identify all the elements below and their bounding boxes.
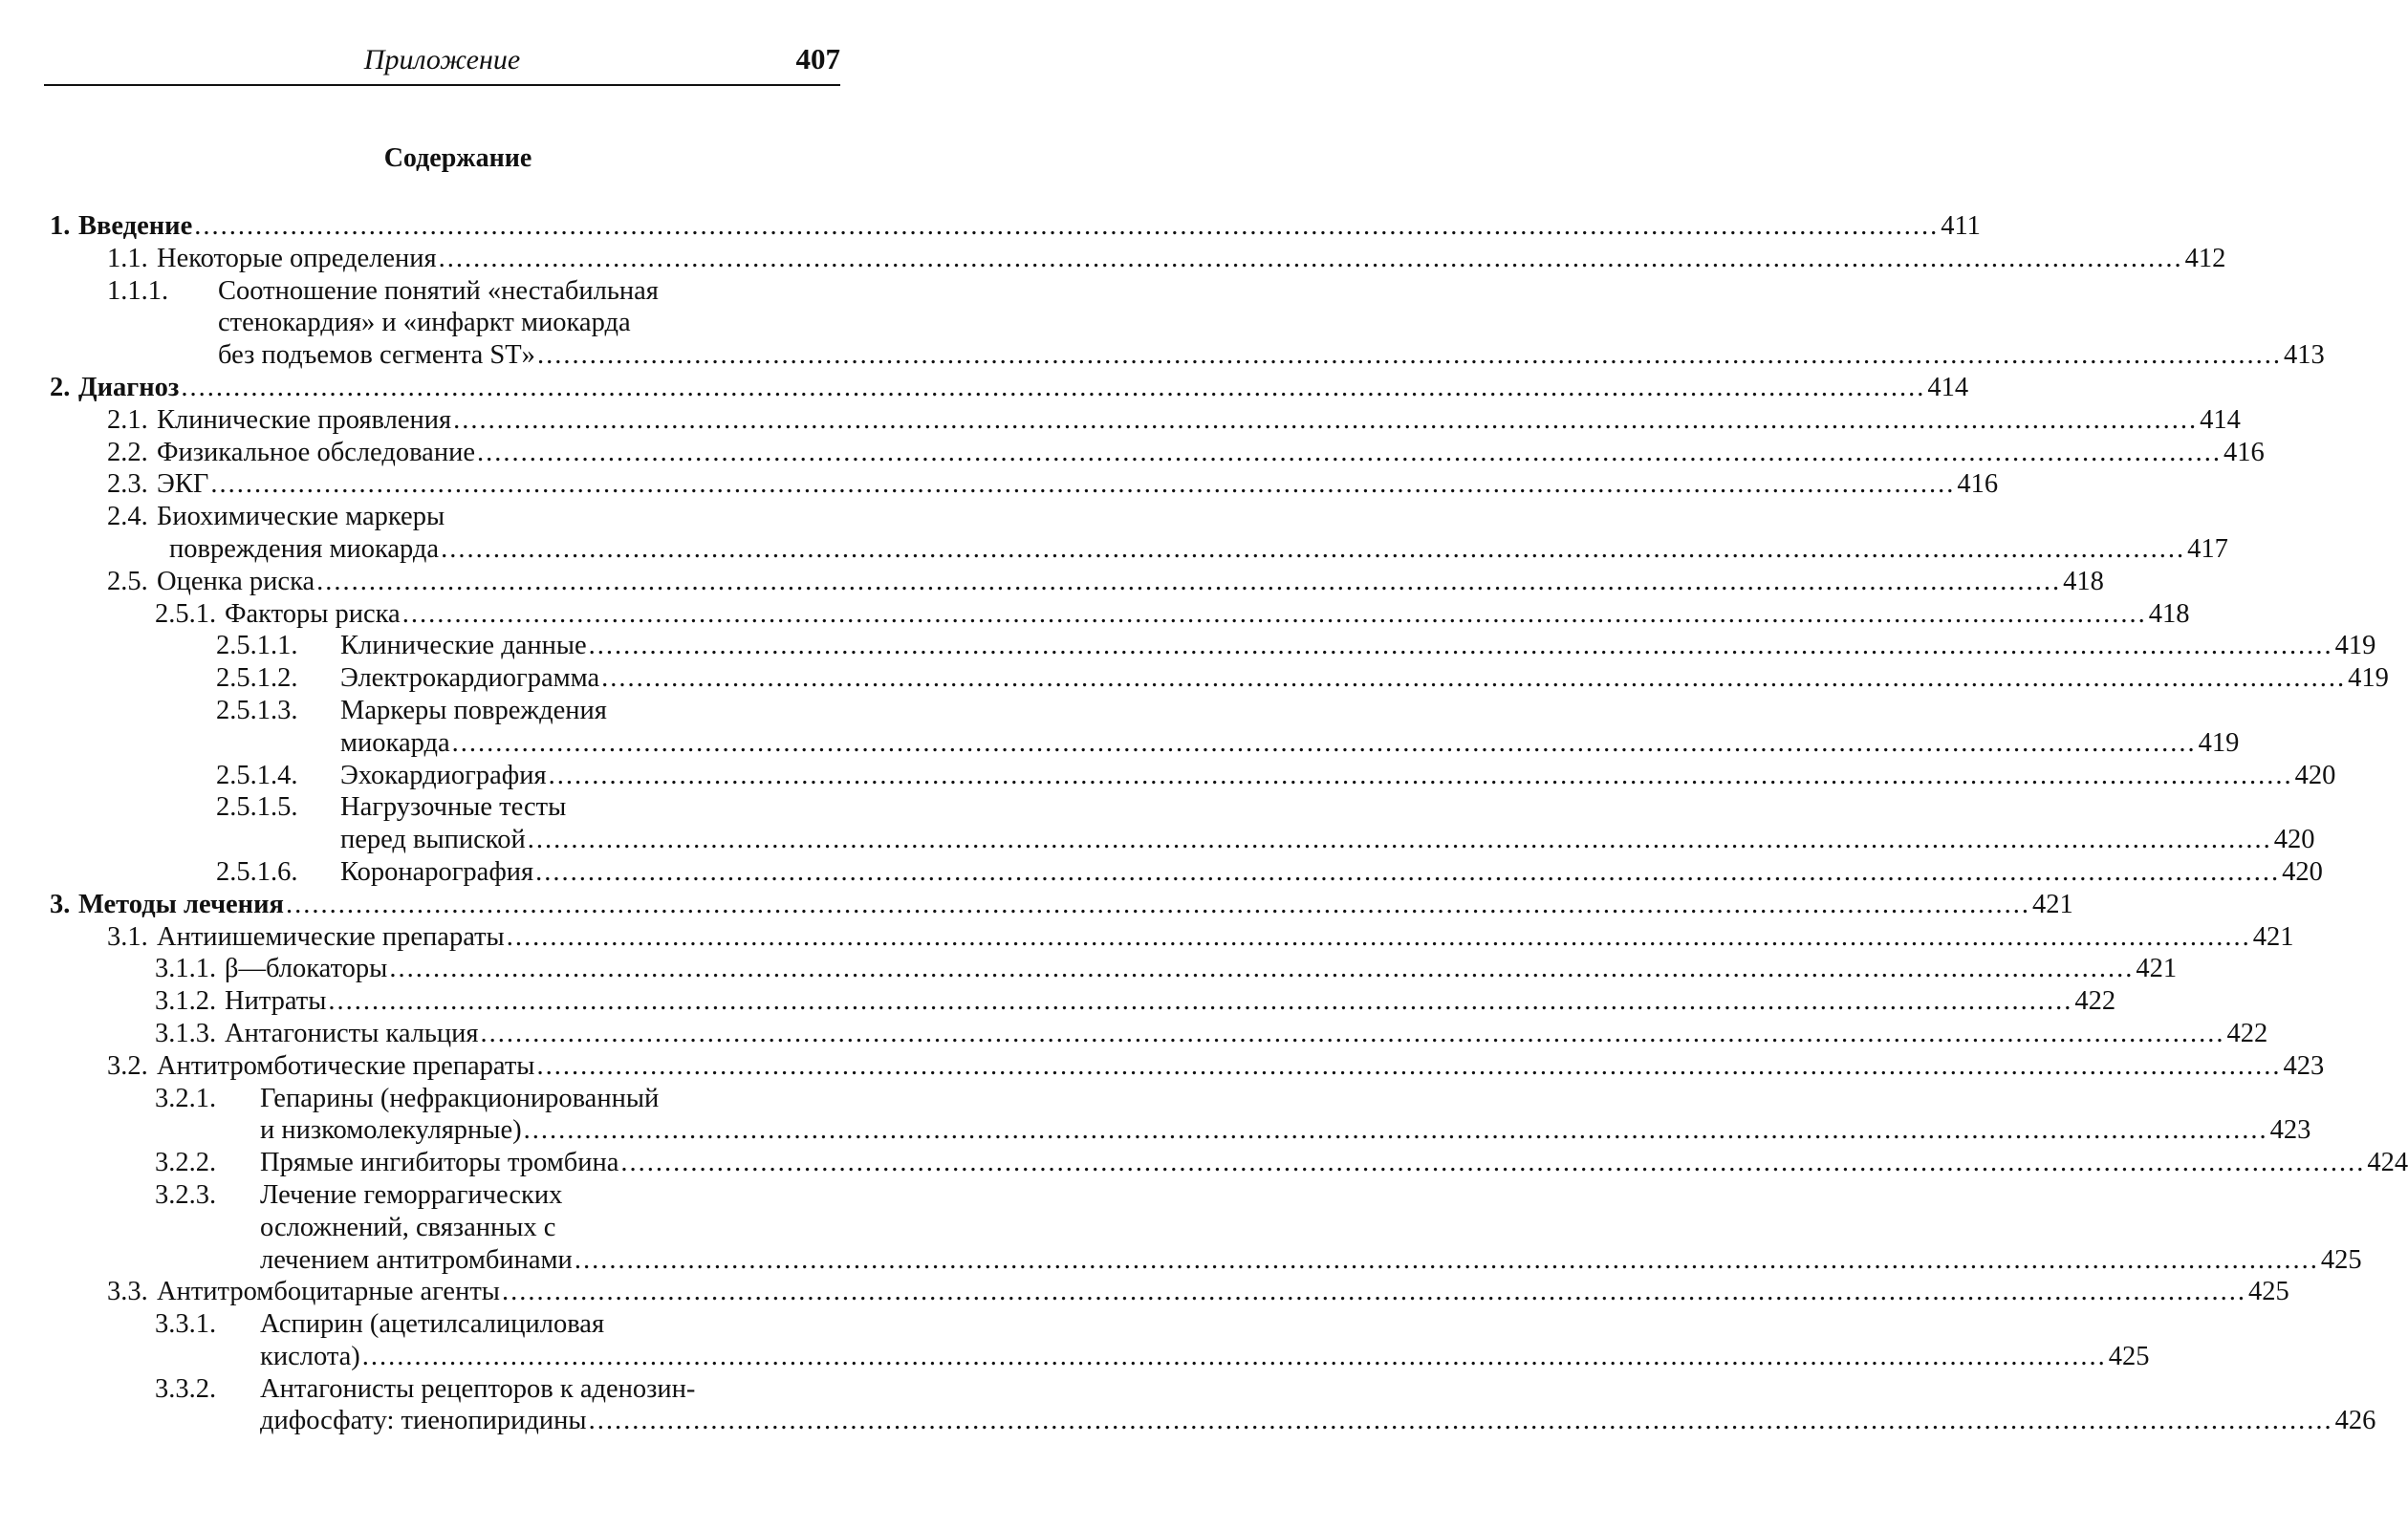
toc-entry	[0, 1373, 916, 1406]
toc-entry-title: Биохимические маркеры	[157, 502, 445, 532]
toc-entry	[0, 1276, 2289, 1308]
toc-entry	[0, 1083, 916, 1115]
toc-entry	[0, 437, 2265, 469]
toc-entry-number: 2.2.	[107, 437, 148, 467]
dot-leader: ........................................................................................................................................................................................................	[438, 243, 2183, 273]
toc-entry-number: 2.5.1.6.	[216, 856, 298, 887]
toc-entry-page: 423	[2269, 1115, 2311, 1146]
toc-entry	[0, 372, 1969, 404]
toc-entry-title: Физикальное обследование	[157, 437, 475, 467]
toc-entry	[0, 1114, 2311, 1147]
toc-entry-title: ЭКГ	[157, 469, 209, 500]
toc-entry	[0, 1050, 2325, 1083]
dot-leader: ........................................................................................................................................................................................................	[328, 986, 2073, 1017]
toc-entry	[0, 856, 2323, 889]
toc-entry-number: 2.5.1.4.	[216, 760, 298, 790]
dot-leader: ........................................................................................................................................................................................................	[194, 211, 1940, 241]
dot-leader: ........................................................................................................................................................................................................	[476, 437, 2222, 467]
toc-entry-title: дифосфату: тиенопиридины	[260, 1406, 587, 1436]
toc-entry-page: 423	[2283, 1050, 2325, 1081]
toc-entry-number: 3.1.	[107, 921, 148, 952]
toc-entry-title: Антитромботические препараты	[157, 1050, 535, 1081]
toc-entry-number: 3.2.2.	[155, 1148, 217, 1178]
toc-entry-number: 1.1.	[107, 243, 148, 273]
dot-leader: ........................................................................................................................................................................................................	[601, 663, 2347, 694]
toc-entry-title: без подъемов сегмента ST»	[218, 340, 535, 371]
toc-entry-number: 3.	[50, 889, 71, 919]
toc-entry-number: 2.5.1.3.	[216, 695, 298, 725]
toc-entry-page: 421	[2252, 921, 2294, 952]
dot-leader: ........................................................................................................................................................................................................	[181, 372, 1926, 402]
dot-leader: ........................................................................................................................................................................................................	[389, 954, 2135, 984]
toc-entry	[0, 727, 2240, 760]
toc-entry-number: 3.1.1.	[155, 954, 217, 984]
toc-entry-title: Антагонисты кальция	[225, 1018, 479, 1048]
toc-entry-title: Гепарины (нефракционированный	[260, 1083, 660, 1113]
toc-entry-number: 2.5.	[107, 566, 148, 596]
toc-entry-number: 1.1.1.	[107, 275, 169, 306]
toc-entry	[0, 1179, 916, 1212]
toc-entry-title: Прямые ингибиторы тромбина	[260, 1148, 619, 1178]
toc-entry	[0, 630, 2376, 662]
toc-entry-page: 418	[2148, 598, 2190, 629]
toc-entry-title: повреждения миокарда	[169, 533, 440, 564]
toc-entry	[0, 695, 916, 727]
dot-leader: ........................................................................................................................................................................................................	[535, 856, 2281, 887]
dot-leader: ........................................................................................................................................................................................................	[523, 1115, 2268, 1146]
toc-entry-title: Клинические данные	[340, 631, 587, 661]
toc-entry-number: 2.3.	[107, 469, 148, 500]
toc-entry-number: 2.5.1.2.	[216, 663, 298, 694]
toc-entry-number: 3.2.3.	[155, 1179, 217, 1210]
dot-leader: ........................................................................................................................................................................................................	[451, 727, 2197, 758]
toc-entry-page: 421	[2136, 954, 2178, 984]
toc-entry	[0, 533, 2228, 566]
dot-leader: ........................................................................................................................................................................................................	[441, 533, 2186, 564]
dot-leader: ........................................................................................................................................................................................................	[588, 1406, 2333, 1436]
toc-entry	[0, 953, 2178, 985]
toc-entry	[0, 1405, 2376, 1437]
toc-entry-title: Нитраты	[225, 986, 327, 1017]
toc-entry-title: миокарда	[340, 727, 450, 758]
toc-entry	[0, 243, 2226, 275]
toc-entry-number: 2.5.1.5.	[216, 792, 298, 823]
toc-entry-page: 419	[2198, 727, 2240, 758]
toc-entry	[0, 1212, 916, 1244]
toc-entry-page: 420	[2294, 760, 2336, 790]
toc-entry-title: Антитромбоцитарные агенты	[157, 1277, 500, 1307]
toc-entry-title: Оценка риска	[157, 566, 315, 596]
toc-entry-page: 425	[2108, 1341, 2150, 1371]
toc-entry-title: Коронарография	[340, 856, 534, 887]
toc-entry-number: 2.	[50, 372, 71, 402]
toc-entry-number: 3.1.3.	[155, 1018, 217, 1048]
toc-entry-title: осложнений, связанных с	[260, 1212, 556, 1242]
dot-leader: ........................................................................................................................................................................................................	[361, 1341, 2107, 1371]
toc-entry	[0, 468, 1999, 501]
running-head-title: Приложение	[363, 44, 521, 75]
toc-entry-number: 2.4.	[107, 502, 148, 532]
toc-entry-page: 417	[2187, 533, 2228, 564]
toc-entry	[0, 824, 2315, 856]
dot-leader: ........................................................................................................................................................................................................	[285, 889, 2030, 919]
toc-entry	[0, 1308, 916, 1341]
toc-entry-page: 414	[1927, 372, 1969, 402]
toc-entry-title: Соотношение понятий «нестабильная	[218, 275, 659, 306]
toc-entry-title: перед выпиской	[340, 825, 526, 855]
toc-entry-title: кислота)	[260, 1341, 360, 1371]
toc-entry-number: 3.3.2.	[155, 1373, 217, 1404]
toc-entry-title: стенокардия» и «инфаркт миокарда	[218, 308, 631, 338]
toc-entry	[0, 210, 1981, 243]
toc-entry	[0, 1341, 2150, 1373]
toc-entry-title: Нагрузочные тесты	[340, 792, 567, 823]
toc-entry-page: 416	[2223, 437, 2265, 467]
toc-entry	[0, 275, 916, 308]
dot-leader: ........................................................................................................................................................................................................	[620, 1148, 2366, 1178]
toc-entry-title: Методы лечения	[78, 889, 284, 919]
toc-entry-title: β—блокаторы	[225, 954, 388, 984]
toc-entry	[0, 598, 2190, 631]
toc-entry-page: 422	[2074, 986, 2116, 1017]
toc-entry-page: 414	[2200, 404, 2241, 435]
toc-entry	[0, 404, 2241, 437]
toc-entry-title: Эхокардиография	[340, 760, 547, 790]
toc-entry-page: 418	[2063, 566, 2104, 596]
toc-entry-title: Введение	[78, 211, 193, 241]
toc-entry-title: и низкомолекулярные)	[260, 1115, 522, 1146]
toc-entry-page: 422	[2226, 1018, 2268, 1048]
toc-entry-page: 411	[1941, 211, 1981, 241]
dot-leader: ........................................................................................................................................................................................................	[574, 1244, 2319, 1275]
toc-entry-page: 424	[2367, 1148, 2408, 1178]
toc-entry-number: 2.1.	[107, 404, 148, 435]
table-of-contents	[0, 210, 2408, 1437]
toc-entry-title: Лечение геморрагических	[260, 1179, 563, 1210]
dot-leader: ........................................................................................................................................................................................................	[527, 825, 2272, 855]
toc-entry	[0, 760, 2336, 792]
page-number: 407	[795, 42, 840, 75]
dot-leader: ........................................................................................................................................................................................................	[401, 598, 2147, 629]
toc-entry-page: 425	[2247, 1277, 2289, 1307]
dot-leader: ........................................................................................................................................................................................................	[453, 404, 2199, 435]
toc-entry-number: 3.2.	[107, 1050, 148, 1081]
toc-entry	[0, 985, 2116, 1018]
dot-leader: ........................................................................................................................................................................................................	[316, 566, 2062, 596]
toc-entry	[0, 1147, 2408, 1179]
dot-leader: ........................................................................................................................................................................................................	[588, 631, 2333, 661]
toc-entry	[0, 921, 2294, 954]
toc-entry	[0, 339, 2325, 372]
dot-leader: ........................................................................................................................................................................................................	[536, 1050, 2282, 1081]
dot-leader: ........................................................................................................................................................................................................	[536, 340, 2282, 371]
toc-entry	[0, 566, 2104, 598]
toc-entry-page: 421	[2031, 889, 2073, 919]
dot-leader: ........................................................................................................................................................................................................	[501, 1277, 2246, 1307]
dot-leader: ........................................................................................................................................................................................................	[480, 1018, 2225, 1048]
toc-entry-title: лечением антитромбинами	[260, 1244, 573, 1275]
dot-leader: ........................................................................................................................................................................................................	[548, 760, 2293, 790]
toc-entry-page: 419	[2348, 663, 2389, 694]
running-head	[44, 34, 840, 86]
toc-entry-page: 413	[2283, 340, 2325, 371]
toc-entry-page: 425	[2320, 1244, 2362, 1275]
toc-entry-page: 426	[2334, 1406, 2376, 1436]
toc-entry-title: Факторы риска	[225, 598, 401, 629]
toc-entry-number: 2.5.1.	[155, 598, 217, 629]
toc-entry-title: Некоторые определения	[157, 243, 437, 273]
toc-entry-number: 3.2.1.	[155, 1083, 217, 1113]
toc-heading: Содержание	[383, 143, 532, 173]
toc-entry	[0, 1018, 2268, 1050]
toc-entry-page: 419	[2334, 631, 2376, 661]
toc-entry-page: 420	[2282, 856, 2323, 887]
toc-entry-page: 412	[2184, 243, 2226, 273]
toc-entry-title: Аспирин (ацетилсалициловая	[260, 1309, 605, 1340]
toc-entry-title: Клинические проявления	[157, 404, 452, 435]
toc-entry-number: 3.1.2.	[155, 986, 217, 1017]
toc-entry	[0, 662, 2389, 695]
toc-entry-title: Диагноз	[78, 372, 180, 402]
dot-leader: ........................................................................................................................................................................................................	[506, 921, 2251, 952]
toc-entry-title: Электрокардиограмма	[340, 663, 600, 694]
toc-entry-page: 416	[1957, 469, 1999, 500]
toc-entry	[0, 791, 916, 824]
toc-entry	[0, 889, 2073, 921]
toc-entry-number: 2.5.1.1.	[216, 631, 298, 661]
dot-leader: ........................................................................................................................................................................................................	[210, 469, 1956, 500]
toc-entry-title: Антагонисты рецепторов к аденозин-	[260, 1373, 696, 1404]
toc-entry-title: Маркеры повреждения	[340, 695, 607, 725]
toc-entry-title: Антиишемические препараты	[157, 921, 505, 952]
toc-entry-number: 1.	[50, 211, 71, 241]
toc-entry	[0, 307, 916, 339]
toc-entry	[0, 501, 916, 533]
toc-entry-number: 3.3.	[107, 1277, 148, 1307]
toc-entry	[0, 1244, 2362, 1277]
toc-entry-page: 420	[2273, 825, 2315, 855]
toc-entry-number: 3.3.1.	[155, 1309, 217, 1340]
